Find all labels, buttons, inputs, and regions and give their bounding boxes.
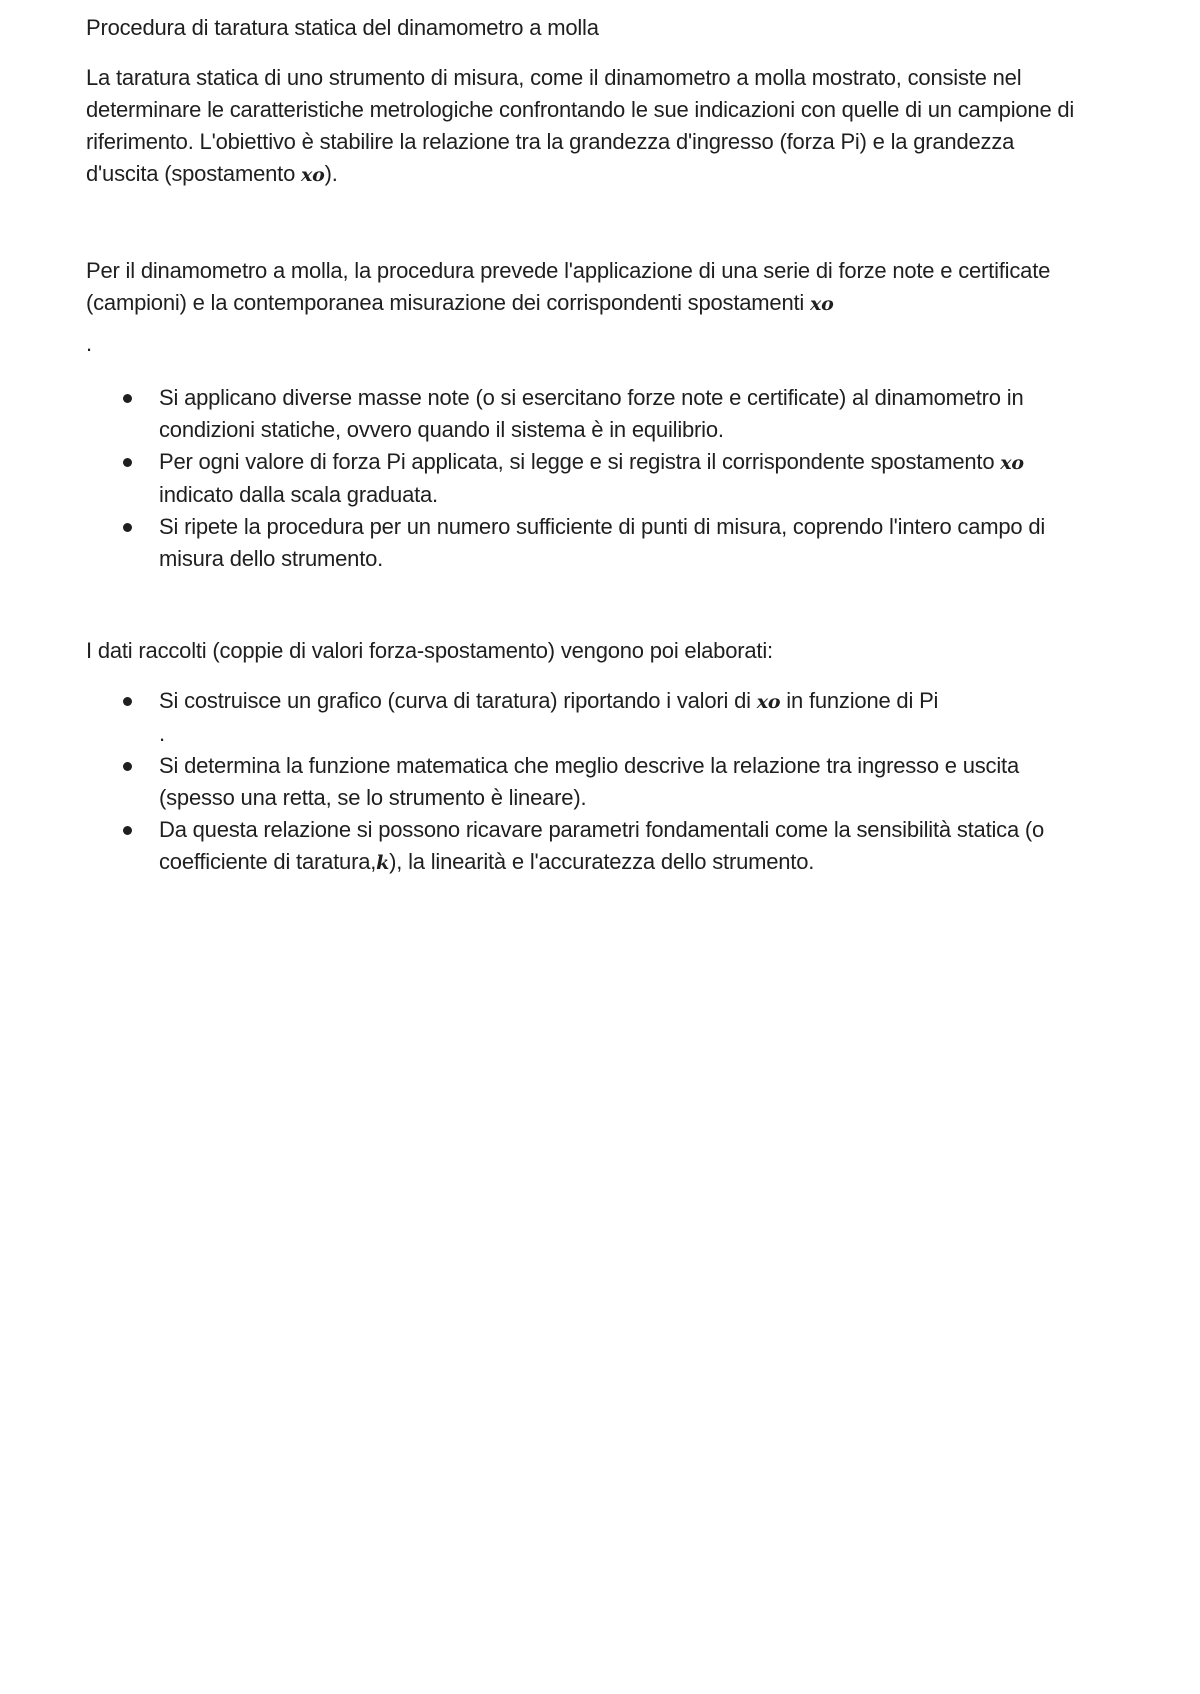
procedure-trailing-dot: . bbox=[86, 331, 92, 356]
list-item bbox=[86, 382, 1086, 446]
list-item-text: Si ripete la procedura per un numero sufficiente di punti di misura, coprendo l'intero campo di misura dello strumento. bbox=[159, 514, 1046, 571]
spacer bbox=[86, 191, 1086, 255]
procedure-text: Per il dinamometro a molla, la procedura prevede l'applicazione di una serie di forze note e certificate (campioni) e la contemporanea misurazione dei corrispondenti spostamenti bbox=[86, 258, 1051, 315]
list-item-text: Si costruisce un grafico (curva di taratura) riportando i valori di bbox=[159, 688, 757, 713]
document-title: Procedura di taratura statica del dinamometro a molla bbox=[86, 15, 599, 40]
list-item-trailing-dot: . bbox=[159, 721, 165, 746]
bullet-icon bbox=[123, 762, 132, 771]
list-item-text: Da questa relazione si possono ricavare parametri fondamentali come la sensibilità statica (o coefficiente di taratura, bbox=[159, 817, 1045, 874]
list-item bbox=[86, 446, 1086, 511]
list-item bbox=[86, 750, 1086, 814]
analysis-steps-list bbox=[86, 685, 1086, 879]
intro-paragraph bbox=[86, 62, 1086, 191]
bullet-icon bbox=[123, 826, 132, 835]
sensitivity-variable: k bbox=[376, 852, 390, 874]
list-item-text-end: in funzione di Pi bbox=[780, 688, 939, 713]
procedure-steps-list bbox=[86, 382, 1086, 575]
intro-text-end: ). bbox=[324, 161, 338, 186]
list-item-text: Per ogni valore di forza Pi applicata, si legge e si registra il corrispondente spostamento bbox=[159, 449, 1001, 474]
output-variable: xo bbox=[756, 691, 781, 713]
bullet-icon bbox=[123, 394, 132, 403]
output-variable: xo bbox=[301, 164, 325, 186]
list-item bbox=[86, 511, 1086, 575]
intro-text: La taratura statica di uno strumento di misura, come il dinamometro a molla mostrato, consiste nel determinare le caratteristiche metrologiche confrontando le sue indicazioni con quelle di un campione di riferimento. L'obiettivo è stabilire la relazione tra la grandezza d'ingresso (forza Pi) e la grandezza d'uscita (spostamento bbox=[86, 65, 1075, 186]
list-item-text-end: ), la linearità e l'accuratezza dello strumento. bbox=[389, 849, 815, 874]
list-item bbox=[86, 814, 1086, 879]
bullet-icon bbox=[123, 697, 132, 706]
document-body bbox=[86, 12, 1086, 879]
bullet-icon bbox=[123, 523, 132, 532]
list-item-text: Si determina la funzione matematica che meglio descrive la relazione tra ingresso e uscita (spesso una retta, se lo strumento è lineare). bbox=[159, 753, 1019, 810]
procedure-paragraph bbox=[86, 255, 1086, 320]
elaboration-intro: I dati raccolti (coppie di valori forza-spostamento) vengono poi elaborati: bbox=[86, 638, 773, 663]
output-variable: xo bbox=[810, 293, 834, 315]
list-item bbox=[86, 685, 1086, 750]
list-item-text: Si applicano diverse masse note (o si esercitano forze note e certificate) al dinamometro in condizioni statiche, ovvero quando il sistema è in equilibrio. bbox=[159, 385, 1024, 442]
spacer bbox=[86, 575, 1086, 635]
output-variable: xo bbox=[1000, 452, 1024, 474]
list-item-text-end: indicato dalla scala graduata. bbox=[159, 482, 438, 507]
bullet-icon bbox=[123, 458, 132, 467]
